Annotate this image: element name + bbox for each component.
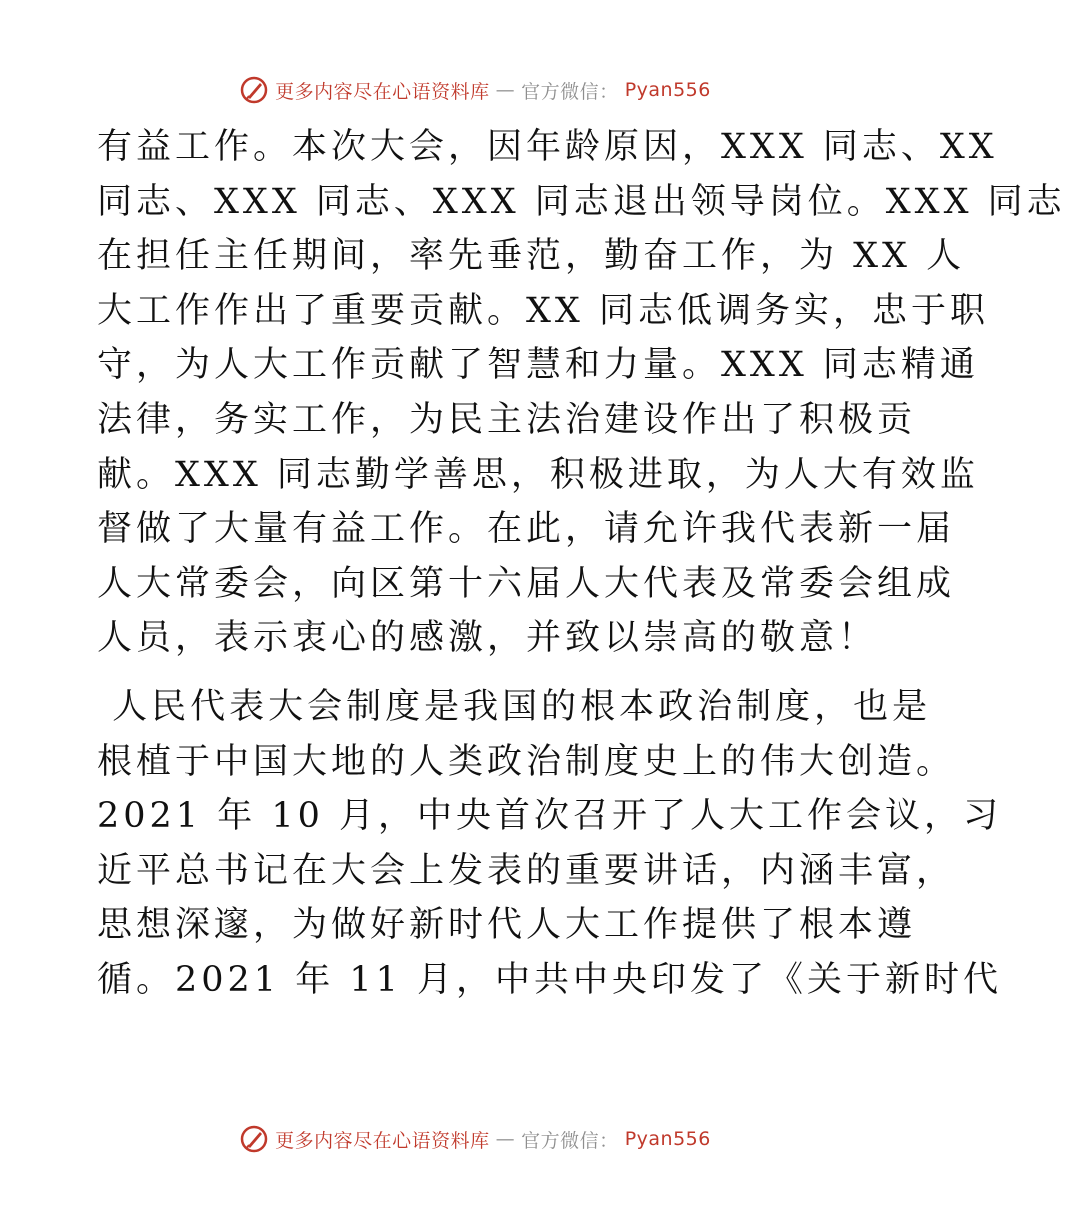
text-line: 在担任主任期间，率先垂范，勤奋工作，为 XX 人	[97, 236, 966, 277]
text-line: 大工作作出了重要贡献。XX 同志低调务实，忠于职	[97, 290, 989, 331]
text-line: 人民代表大会制度是我国的根本政治制度，也是	[97, 686, 932, 727]
text-line: 人员，表示衷心的感激，并致以崇高的敬意！	[97, 618, 878, 659]
quill-pen-logo-icon	[239, 75, 269, 105]
paragraph-2	[97, 680, 1002, 1008]
text-line: 思想深邃，为做好新时代人大工作提供了根本遵	[97, 905, 917, 946]
text-line: 法律，务实工作，为民主法治建设作出了积极贡	[97, 399, 917, 440]
watermark-label: 官方微信：	[521, 1129, 619, 1152]
text-line: 同志、XXX 同志、XXX 同志退出领导岗位。XXX 同志	[97, 181, 1066, 222]
watermark-banner-top	[0, 70, 950, 110]
text-line: 督做了大量有益工作。在此，请允许我代表新一届	[97, 509, 956, 550]
text-line: 根植于中国大地的人类政治制度史上的伟大创造。	[97, 741, 956, 782]
watermark-separator: —	[495, 1128, 516, 1150]
text-line: 人大常委会，向区第十六届人大代表及常委会组成	[97, 563, 956, 604]
watermark-label: 官方微信：	[521, 80, 619, 103]
document-body	[97, 120, 1066, 1008]
text-line: 献。XXX 同志勤学善思，积极进取，为人大有效监	[97, 454, 979, 495]
paragraph-1	[97, 120, 1066, 666]
text-line: 近平总书记在大会上发表的重要讲话，内涵丰富，	[97, 850, 956, 891]
text-line: 有益工作。本次大会，因年龄原因，XXX 同志、XX	[97, 127, 998, 167]
watermark-separator: —	[495, 79, 516, 101]
text-line: 守，为人大工作贡献了智慧和力量。XXX 同志精通	[97, 345, 979, 386]
watermark-banner-bottom	[0, 1119, 950, 1159]
watermark-id: Pyan556	[624, 1128, 711, 1150]
quill-pen-logo-icon	[239, 1124, 269, 1154]
text-line: 2021 年 10 月，中央首次召开了人大工作会议，习	[97, 796, 1002, 837]
watermark-main-text: 更多内容尽在心语资料库	[275, 1129, 490, 1152]
watermark-id: Pyan556	[624, 79, 711, 101]
watermark-main-text: 更多内容尽在心语资料库	[275, 80, 490, 103]
text-line: 循。2021 年 11 月，中共中央印发了《关于新时代	[97, 959, 1002, 1000]
